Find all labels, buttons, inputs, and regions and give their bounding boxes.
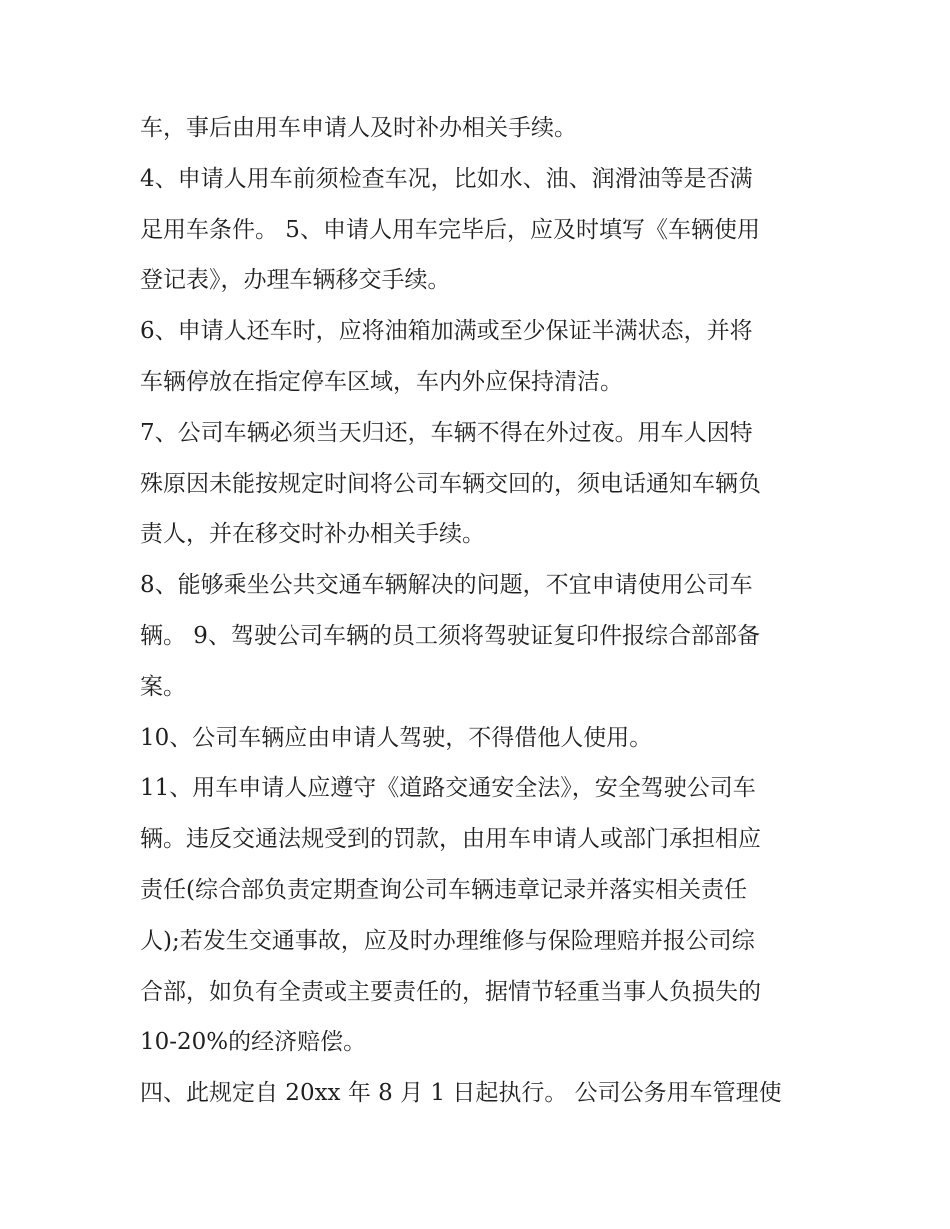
text-line: 殊原因未能按规定时间将公司车辆交回的，须电话通知车辆负 (140, 470, 761, 497)
text-line: 车，事后由用车申请人及时补办相关手续。 (140, 115, 577, 141)
text-line: 责任(综合部负责定期查询公司车辆违章记录并落实相关责任 (140, 876, 747, 903)
text-line: 案。 (140, 673, 186, 700)
text-line: 辆。 9、驾驶公司车辆的员工须将驾驶证复印件报综合部部备 (140, 622, 760, 649)
text-line: 10、公司车辆应由申请人驾驶，不得借他人使用。 (140, 724, 653, 751)
text-line: 责人，并在移交时补办相关手续。 (140, 521, 485, 548)
text-line: 4、申请人用车前须检查车况，比如水、油、润滑油等是否满 (140, 165, 753, 192)
text-line: 7、公司车辆必须当天归还，车辆不得在外过夜。用车人因特 (140, 419, 753, 446)
text-line: 合部，如负有全责或主要责任的，据情节轻重当事人负损失的 (140, 978, 761, 1005)
text-line: 10-20%的经济赔偿。 (140, 1029, 367, 1056)
text-line: 辆。违反交通法规受到的罚款，由用车申请人或部门承担相应 (140, 826, 761, 853)
text-line: 四、此规定自 20xx 年 8 月 1 日起执行。 公司公务用车管理使 (140, 1080, 782, 1107)
text-line: 6、申请人还车时，应将油箱加满或至少保证半满状态，并将 (140, 318, 753, 345)
text-line: 足用车条件。 5、申请人用车完毕后，应及时填写《车辆使用 (140, 216, 760, 243)
text-line: 人);若发生交通事故，应及时办理维修与保险理赔并报公司综 (140, 927, 755, 954)
text-line: 登记表》，办理车辆移交手续。 (140, 267, 451, 294)
document-body (140, 103, 830, 1119)
text-line: 8、能够乘坐公共交通车辆解决的问题，不宜申请使用公司车 (140, 572, 753, 599)
text-line: 车辆停放在指定停车区域，车内外应保持清洁。 (140, 368, 623, 395)
text-line: 11、用车申请人应遵守《道路交通安全法》，安全驾驶公司车 (140, 775, 756, 802)
